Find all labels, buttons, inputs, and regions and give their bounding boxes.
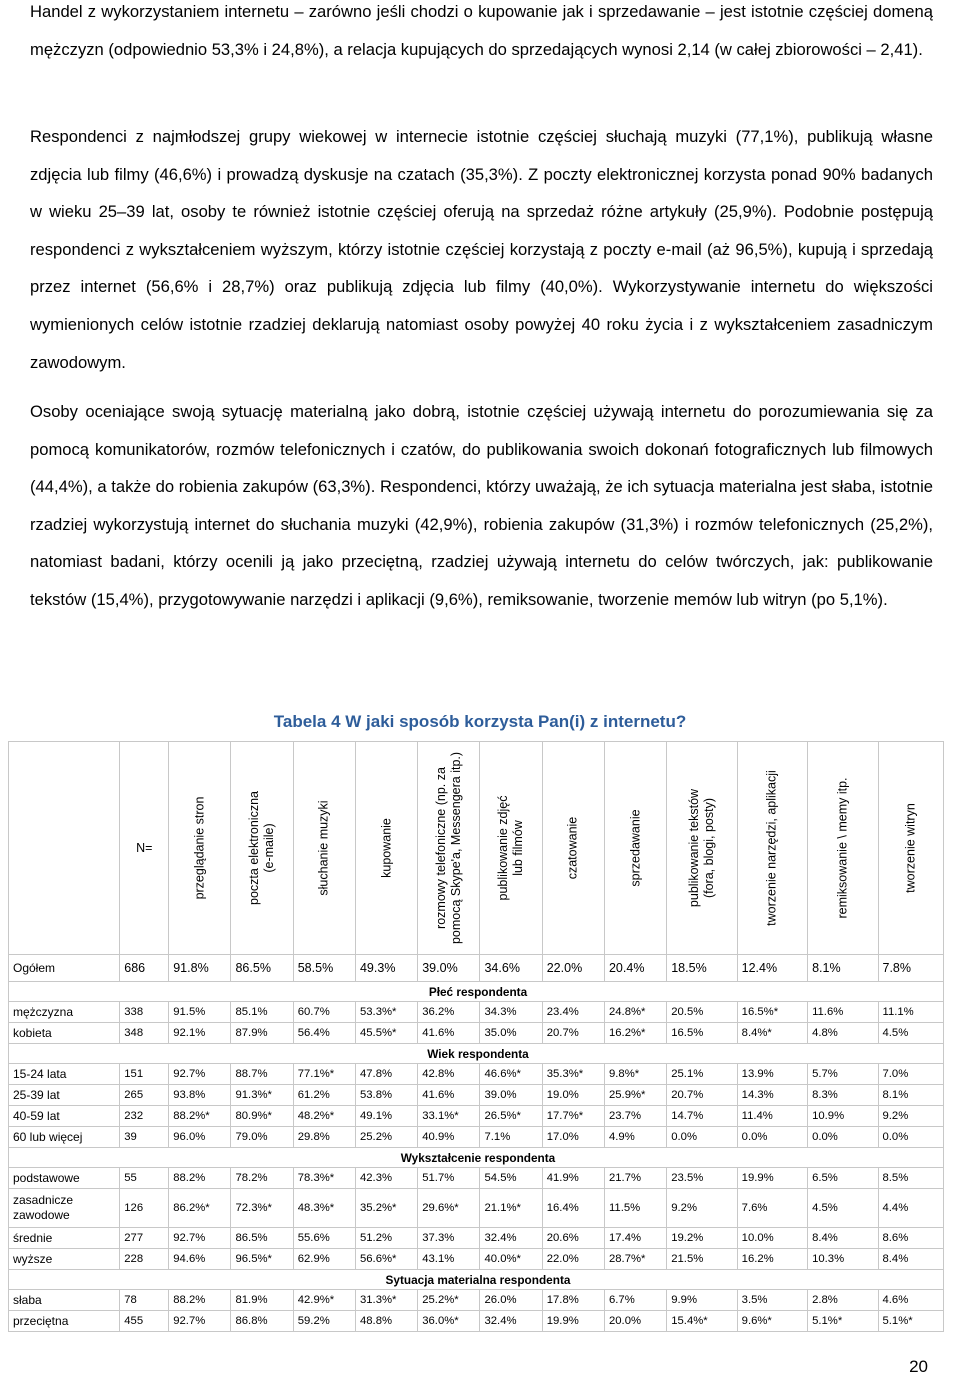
row-n: 39 (120, 1127, 169, 1148)
column-header (293, 742, 355, 955)
column-header-line: sprzedawanie (628, 809, 643, 887)
row-value: 53.3%* (355, 1002, 417, 1023)
row-value: 6.5% (808, 1168, 878, 1189)
row-n: 151 (120, 1064, 169, 1085)
row-value: 35.0% (480, 1023, 542, 1044)
row-value: 21.5% (667, 1249, 737, 1270)
row-value: 35.2%* (355, 1189, 417, 1228)
row-value: 49.1% (355, 1106, 417, 1127)
row-value: 54.5% (480, 1168, 542, 1189)
row-value: 19.2% (667, 1228, 737, 1249)
row-label: 25-39 lat (9, 1085, 120, 1106)
row-label: kobieta (9, 1023, 120, 1044)
column-header (480, 742, 542, 955)
row-value: 20.7% (667, 1085, 737, 1106)
row-value: 24.8%* (604, 1002, 666, 1023)
row-value: 2.8% (808, 1290, 878, 1311)
row-value: 47.8% (355, 1064, 417, 1085)
row-value: 92.7% (169, 1228, 231, 1249)
row-value: 23.5% (667, 1168, 737, 1189)
row-value: 21.1%* (480, 1189, 542, 1228)
row-value: 59.2% (293, 1311, 355, 1332)
paragraph-1 (30, 0, 933, 68)
column-header-label (835, 777, 850, 918)
paragraph-2 (30, 118, 933, 381)
row-value: 86.2%* (169, 1189, 231, 1228)
table-row (9, 1290, 944, 1311)
row-value: 77.1%* (293, 1064, 355, 1085)
row-value: 42.9%* (293, 1290, 355, 1311)
row-value: 53.8% (355, 1085, 417, 1106)
paragraph-3 (30, 393, 933, 619)
page-number: 20 (909, 1357, 928, 1376)
row-value: 17.7%* (542, 1106, 604, 1127)
column-header-line: słuchanie muzyki (316, 800, 331, 896)
column-header (231, 742, 293, 955)
row-value: 17.0% (542, 1127, 604, 1148)
row-value: 19.9% (737, 1168, 807, 1189)
row-value: 4.9% (604, 1127, 666, 1148)
row-value: 10.0% (737, 1228, 807, 1249)
row-value: 72.3%* (231, 1189, 293, 1228)
row-value: 20.4% (604, 955, 666, 982)
row-value: 40.0%* (480, 1249, 542, 1270)
column-header-line: lub filmów (511, 820, 526, 876)
row-value: 51.2% (355, 1228, 417, 1249)
row-value: 16.2% (737, 1249, 807, 1270)
column-header-label (317, 800, 332, 895)
row-value: 25.9%* (604, 1085, 666, 1106)
row-label: 15-24 lata (9, 1064, 120, 1085)
row-n: 55 (120, 1168, 169, 1189)
row-value: 36.0%* (418, 1311, 480, 1332)
table-row (9, 1106, 944, 1127)
column-header-line: publikowanie tekstów (686, 788, 701, 908)
row-value: 88.2% (169, 1168, 231, 1189)
row-value: 87.9% (231, 1023, 293, 1044)
row-value: 39.0% (418, 955, 480, 982)
row-value: 0.0% (878, 1127, 944, 1148)
row-value: 92.7% (169, 1064, 231, 1085)
column-header-line: rozmowy telefoniczne (np. za (433, 767, 448, 929)
row-value: 18.5% (667, 955, 737, 982)
row-value: 6.7% (604, 1290, 666, 1311)
row-n: 348 (120, 1023, 169, 1044)
section-title: Wykształcenie respondenta (9, 1148, 944, 1168)
row-value: 21.7% (604, 1168, 666, 1189)
table-row (9, 1311, 944, 1332)
row-value: 16.5%* (737, 1002, 807, 1023)
column-header-label (434, 752, 464, 944)
row-value: 62.9% (293, 1249, 355, 1270)
row-value: 34.6% (480, 955, 542, 982)
row-value: 91.5% (169, 1002, 231, 1023)
row-value: 11.6% (808, 1002, 878, 1023)
row-value: 26.0% (480, 1290, 542, 1311)
row-value: 48.3%* (293, 1189, 355, 1228)
row-n: 265 (120, 1085, 169, 1106)
column-header (542, 742, 604, 955)
row-value: 86.8% (231, 1311, 293, 1332)
column-header (355, 742, 417, 955)
table-row (9, 1189, 944, 1228)
section-header-row (9, 1148, 944, 1168)
row-value: 23.7% (604, 1106, 666, 1127)
row-value: 55.6% (293, 1228, 355, 1249)
row-label: 60 lub więcej (9, 1127, 120, 1148)
row-value: 17.8% (542, 1290, 604, 1311)
row-value: 8.1% (878, 1085, 944, 1106)
column-header (737, 742, 807, 955)
row-value: 39.0% (480, 1085, 542, 1106)
row-value: 14.7% (667, 1106, 737, 1127)
row-value: 51.7% (418, 1168, 480, 1189)
column-header (604, 742, 666, 955)
row-value: 11.5% (604, 1189, 666, 1228)
row-value: 56.4% (293, 1023, 355, 1044)
column-header (418, 742, 480, 955)
row-value: 7.0% (878, 1064, 944, 1085)
row-value: 20.5% (667, 1002, 737, 1023)
row-value: 4.5% (878, 1023, 944, 1044)
row-value: 45.5%* (355, 1023, 417, 1044)
row-value: 49.3% (355, 955, 417, 982)
row-value: 35.3%* (542, 1064, 604, 1085)
row-value: 88.2% (169, 1290, 231, 1311)
row-value: 4.5% (808, 1189, 878, 1228)
row-value: 4.4% (878, 1189, 944, 1228)
column-header-line: pomocą Skype'a, Messengera itp.) (448, 751, 463, 945)
row-value: 92.7% (169, 1311, 231, 1332)
row-value: 32.4% (480, 1228, 542, 1249)
row-value: 25.2%* (418, 1290, 480, 1311)
n-header: N= (120, 742, 169, 955)
row-value: 8.4%* (737, 1023, 807, 1044)
column-header-line: czatowanie (565, 816, 580, 880)
row-n: 686 (120, 955, 169, 982)
row-value: 78.3%* (293, 1168, 355, 1189)
section-title: Płeć respondenta (9, 982, 944, 1002)
column-header-label (247, 791, 277, 905)
row-value: 10.3% (808, 1249, 878, 1270)
row-value: 78.2% (231, 1168, 293, 1189)
row-value: 9.2% (878, 1106, 944, 1127)
row-value: 41.6% (418, 1085, 480, 1106)
table-row (9, 1064, 944, 1085)
table-header-row (9, 742, 944, 955)
row-n: 228 (120, 1249, 169, 1270)
column-header (667, 742, 737, 955)
row-value: 86.5% (231, 955, 293, 982)
row-value: 0.0% (667, 1127, 737, 1148)
row-value: 0.0% (737, 1127, 807, 1148)
column-header-label (379, 818, 394, 878)
column-header-label (687, 789, 717, 907)
row-value: 36.2% (418, 1002, 480, 1023)
data-table (8, 741, 944, 1332)
row-value: 9.2% (667, 1189, 737, 1228)
row-value: 58.5% (293, 955, 355, 982)
row-value: 20.0% (604, 1311, 666, 1332)
row-value: 5.1%* (808, 1311, 878, 1332)
row-label: średnie (9, 1228, 120, 1249)
row-value: 0.0% (808, 1127, 878, 1148)
row-value: 13.9% (737, 1064, 807, 1085)
row-value: 12.4% (737, 955, 807, 982)
section-title: Sytuacja materialna respondenta (9, 1270, 944, 1290)
row-value: 48.8% (355, 1311, 417, 1332)
row-label: Ogółem (9, 955, 120, 982)
row-n: 232 (120, 1106, 169, 1127)
paragraph-text: Handel z wykorzystaniem internetu – zarówno jeśli chodzi o kupowanie jak i sprzedawanie – jest istotnie częściej domeną mężczyzn (odpowiednio 53,3% i 24,8%), a relacja kupujących do sprzedających wynosi 2,14 (w całej zbiorowości – 2,41). (30, 2, 933, 59)
row-value: 22.0% (542, 955, 604, 982)
row-label: przeciętna (9, 1311, 120, 1332)
row-value: 92.1% (169, 1023, 231, 1044)
row-value: 5.7% (808, 1064, 878, 1085)
column-header-line: (e-maile) (262, 823, 277, 873)
row-n: 126 (120, 1189, 169, 1228)
row-value: 25.2% (355, 1127, 417, 1148)
column-header (169, 742, 231, 955)
row-value: 16.4% (542, 1189, 604, 1228)
row-value: 43.1% (418, 1249, 480, 1270)
column-header-line: poczta elektroniczna (247, 791, 262, 905)
row-n: 277 (120, 1228, 169, 1249)
row-value: 5.1%* (878, 1311, 944, 1332)
row-value: 9.9% (667, 1290, 737, 1311)
row-value: 19.9% (542, 1311, 604, 1332)
column-header-label (765, 770, 780, 926)
column-header (878, 742, 944, 955)
row-value: 20.6% (542, 1228, 604, 1249)
row-value: 11.1% (878, 1002, 944, 1023)
row-value: 34.3% (480, 1002, 542, 1023)
row-value: 42.8% (418, 1064, 480, 1085)
table-row (9, 1249, 944, 1270)
table-row (9, 1023, 944, 1044)
row-value: 93.8% (169, 1085, 231, 1106)
row-value: 25.1% (667, 1064, 737, 1085)
row-value: 42.3% (355, 1168, 417, 1189)
row-value: 37.3% (418, 1228, 480, 1249)
table-row (9, 1002, 944, 1023)
table-row (9, 1085, 944, 1106)
column-header-label (496, 796, 526, 901)
row-label: zasadnicze zawodowe (9, 1189, 120, 1228)
row-n: 338 (120, 1002, 169, 1023)
row-value: 85.1% (231, 1002, 293, 1023)
column-header-line: (fora, blogi, posty) (701, 797, 716, 899)
row-value: 60.7% (293, 1002, 355, 1023)
row-value: 31.3%* (355, 1290, 417, 1311)
row-value: 40.9% (418, 1127, 480, 1148)
row-label: podstawowe (9, 1168, 120, 1189)
section-header-row (9, 1044, 944, 1064)
row-value: 9.8%* (604, 1064, 666, 1085)
row-value: 41.9% (542, 1168, 604, 1189)
column-header-line: kupowanie (379, 818, 394, 878)
table-row (9, 1168, 944, 1189)
row-value: 8.4% (808, 1228, 878, 1249)
column-header-line: publikowanie zdjęć (496, 795, 511, 901)
row-value: 91.8% (169, 955, 231, 982)
column-header (808, 742, 878, 955)
row-value: 7.1% (480, 1127, 542, 1148)
row-label: 40-59 lat (9, 1106, 120, 1127)
row-value: 91.3%* (231, 1085, 293, 1106)
row-label: mężczyzna (9, 1002, 120, 1023)
row-value: 28.7%* (604, 1249, 666, 1270)
row-value: 11.4% (737, 1106, 807, 1127)
column-header-line: tworzenie narzędzi, aplikacji (764, 770, 779, 926)
row-value: 10.9% (808, 1106, 878, 1127)
row-value: 8.6% (878, 1228, 944, 1249)
row-value: 19.0% (542, 1085, 604, 1106)
row-value: 41.6% (418, 1023, 480, 1044)
section-header-row (9, 1270, 944, 1290)
column-header-label (903, 803, 918, 893)
row-value: 8.3% (808, 1085, 878, 1106)
row-value: 23.4% (542, 1002, 604, 1023)
row-value: 96.5%* (231, 1249, 293, 1270)
column-header-line: przeglądanie stron (192, 796, 207, 900)
row-n: 78 (120, 1290, 169, 1311)
row-value: 4.6% (878, 1290, 944, 1311)
row-value: 7.8% (878, 955, 944, 982)
row-value: 17.4% (604, 1228, 666, 1249)
column-header-line: remiksowanie \ memy itp. (835, 777, 850, 919)
row-value: 16.5% (667, 1023, 737, 1044)
row-value: 56.6%* (355, 1249, 417, 1270)
table-row (9, 1127, 944, 1148)
row-value: 96.0% (169, 1127, 231, 1148)
row-value: 4.8% (808, 1023, 878, 1044)
row-value: 29.8% (293, 1127, 355, 1148)
column-header-label (192, 797, 207, 900)
section-header-row (9, 982, 944, 1002)
row-value: 14.3% (737, 1085, 807, 1106)
row-value: 79.0% (231, 1127, 293, 1148)
row-value: 46.6%* (480, 1064, 542, 1085)
row-value: 33.1%* (418, 1106, 480, 1127)
column-header-label (566, 817, 581, 880)
row-value: 8.5% (878, 1168, 944, 1189)
column-header-line: tworzenie witryn (903, 803, 918, 893)
section-title: Wiek respondenta (9, 1044, 944, 1064)
row-value: 9.6%* (737, 1311, 807, 1332)
row-value: 81.9% (231, 1290, 293, 1311)
row-value: 80.9%* (231, 1106, 293, 1127)
row-value: 7.6% (737, 1189, 807, 1228)
row-label: słaba (9, 1290, 120, 1311)
table-row (9, 1228, 944, 1249)
column-header-label (628, 809, 643, 886)
row-value: 8.4% (878, 1249, 944, 1270)
paragraph-text: Osoby oceniające swoją sytuację materialną jako dobrą, istotnie częściej używają internetu do porozumiewania się za pomocą komunikatorów, rozmów telefonicznych i czatów, do publikowania swoich dokonań fotograficznych lub filmowych (44,4%), a także do robienia zakupów (63,3%). Respondenci, którzy uważają, że ich sytuacja materialna jest słaba, istotnie rzadziej wykorzystują internet do słuchania muzyki (42,9%), robienia zakupów (31,3%) i rozmów telefonicznych (25,2%), natomiast badani, którzy ocenili ją jako przeciętną, rzadziej używają internetu do celów twórczych, jak: publikowanie tekstów (15,4%), przygotowywanie narzędzi i aplikacji (9,6%), remiksowanie, tworzenie memów lub witryn (po 5,1%). (30, 402, 933, 609)
row-n: 455 (120, 1311, 169, 1332)
row-value: 8.1% (808, 955, 878, 982)
table-row (9, 955, 944, 982)
row-value: 88.2%* (169, 1106, 231, 1127)
row-value: 3.5% (737, 1290, 807, 1311)
corner-cell (9, 742, 120, 955)
table-title: Tabela 4 W jaki sposób korzysta Pan(i) z internetu? (273, 712, 687, 731)
row-value: 29.6%* (418, 1189, 480, 1228)
row-value: 48.2%* (293, 1106, 355, 1127)
row-value: 22.0% (542, 1249, 604, 1270)
row-value: 16.2%* (604, 1023, 666, 1044)
row-value: 94.6% (169, 1249, 231, 1270)
row-value: 15.4%* (667, 1311, 737, 1332)
paragraph-text: Respondenci z najmłodszej grupy wiekowej w internecie istotnie częściej słuchają muzyki (77,1%), publikują własne zdjęcia lub filmy (46,6%) i prowadzą dyskusje na czatach (35,3%). Z poczty elektronicznej korzysta ponad 90% badanych w wieku 25–39 lat, osoby te również istotnie częściej oferują na sprzedaż różne artykuły (25,9%). Podobnie postępują respondenci z wykształceniem wyższym, którzy istotnie częściej korzystają z poczty e-mail (aż 96,5%), kupują i sprzedają przez internet (56,6% i 28,7%) oraz publikują zdjęcia lub filmy (40,0%). Wykorzystywanie internetu do większości wymienionych celów istotnie rzadziej deklarują natomiast osoby powyżej 40 roku życia i z wykształceniem zasadniczym zawodowym. (30, 127, 933, 372)
row-label: wyższe (9, 1249, 120, 1270)
row-value: 88.7% (231, 1064, 293, 1085)
row-value: 26.5%* (480, 1106, 542, 1127)
row-value: 86.5% (231, 1228, 293, 1249)
row-value: 32.4% (480, 1311, 542, 1332)
row-value: 20.7% (542, 1023, 604, 1044)
row-value: 61.2% (293, 1085, 355, 1106)
